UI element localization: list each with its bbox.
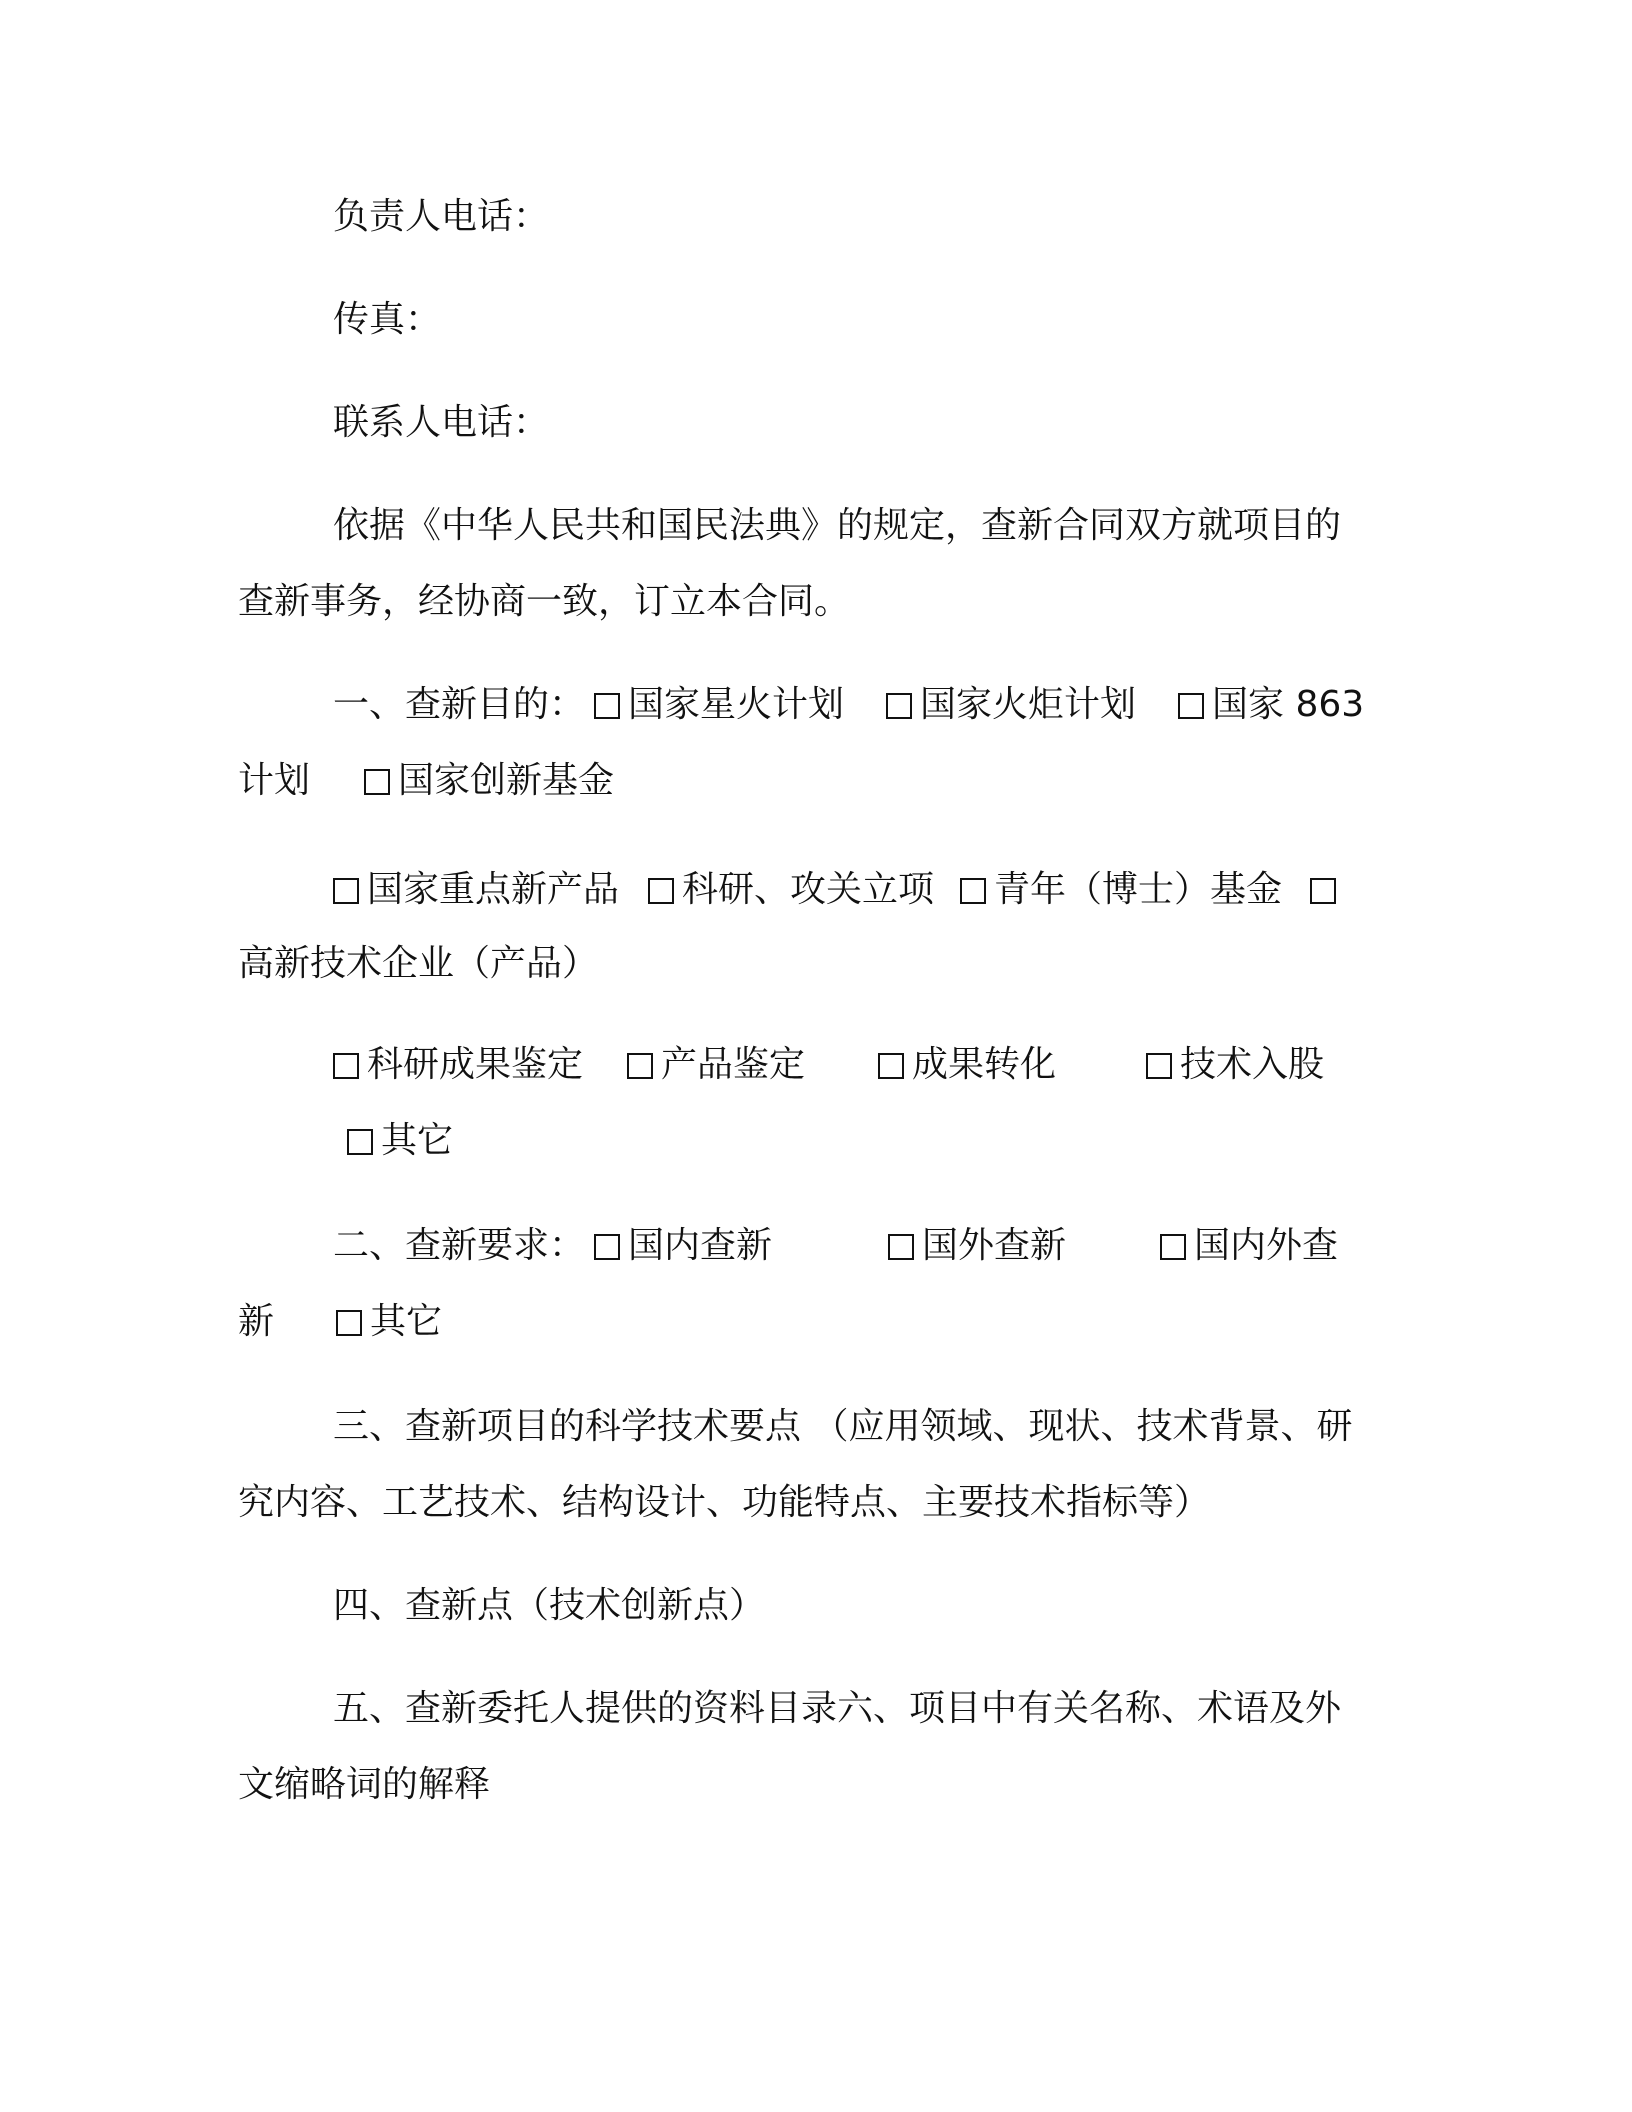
option-high-tech-checkbox[interactable] — [1310, 866, 1344, 914]
fax-label: 传真： — [333, 299, 442, 340]
section2-heading: 二、查新要求： — [333, 1225, 586, 1266]
option-product-appraisal[interactable]: 产品鉴定 — [627, 1041, 805, 1089]
option-research-project[interactable]: 科研、攻关立项 — [648, 866, 934, 914]
checkbox-icon — [1160, 1234, 1186, 1260]
checkbox-icon — [648, 878, 674, 904]
option-key-new-product[interactable]: 国家重点新产品 — [333, 866, 619, 914]
intro-line-2: 查新事务，经协商一致，订立本合同。 — [238, 581, 851, 622]
checkbox-icon — [960, 878, 986, 904]
checkbox-icon — [594, 1234, 620, 1260]
checkbox-icon — [333, 1053, 359, 1079]
option-domestic-foreign-search[interactable]: 国内外查 — [1160, 1222, 1338, 1270]
contact-phone-label: 联系人电话： — [333, 402, 550, 443]
checkbox-icon — [1310, 878, 1336, 904]
option-863-plan[interactable]: 国家 863 — [1178, 681, 1364, 729]
checkbox-icon — [886, 693, 912, 719]
checkbox-icon — [1146, 1053, 1172, 1079]
option-863-plan-continued: 计划 — [238, 760, 311, 801]
option-other-requirement[interactable]: 其它 — [336, 1298, 442, 1346]
section3-line-1: 三、查新项目的科学技术要点 （应用领域、现状、技术背景、研 — [333, 1406, 1353, 1447]
option-torch-plan[interactable]: 国家火炬计划 — [886, 681, 1136, 729]
option-domestic-foreign-search-continued: 新 — [238, 1301, 275, 1342]
checkbox-icon — [627, 1053, 653, 1079]
intro-line-1: 依据《中华人民共和国民法典》的规定，查新合同双方就项目的 — [333, 505, 1342, 546]
checkbox-icon — [364, 769, 390, 795]
section4-line: 四、查新点（技术创新点） — [333, 1585, 766, 1626]
checkbox-icon — [888, 1234, 914, 1260]
checkbox-icon — [333, 878, 359, 904]
checkbox-icon — [878, 1053, 904, 1079]
section3-line-2: 究内容、工艺技术、结构设计、功能特点、主要技术指标等） — [238, 1482, 1211, 1523]
option-foreign-search[interactable]: 国外查新 — [888, 1222, 1066, 1270]
section5-line-2: 文缩略词的解释 — [238, 1764, 491, 1805]
section5-line-1: 五、查新委托人提供的资料目录六、项目中有关名称、术语及外 — [333, 1688, 1342, 1729]
option-innovation-fund[interactable]: 国家创新基金 — [364, 757, 614, 805]
option-tech-equity[interactable]: 技术入股 — [1146, 1041, 1324, 1089]
option-youth-fund[interactable]: 青年（博士）基金 — [960, 866, 1282, 914]
checkbox-icon — [347, 1129, 373, 1155]
option-high-tech-enterprise: 高新技术企业（产品） — [238, 943, 599, 984]
section1-heading: 一、查新目的： — [333, 684, 586, 725]
option-other-purpose[interactable]: 其它 — [347, 1117, 453, 1165]
option-achievement-transfer[interactable]: 成果转化 — [878, 1041, 1056, 1089]
option-domestic-search[interactable]: 国内查新 — [594, 1222, 772, 1270]
option-spark-plan[interactable]: 国家星火计划 — [594, 681, 844, 729]
option-achievement-appraisal[interactable]: 科研成果鉴定 — [333, 1041, 583, 1089]
checkbox-icon — [594, 693, 620, 719]
leader-phone-label: 负责人电话： — [333, 196, 550, 237]
checkbox-icon — [336, 1310, 362, 1336]
checkbox-icon — [1178, 693, 1204, 719]
